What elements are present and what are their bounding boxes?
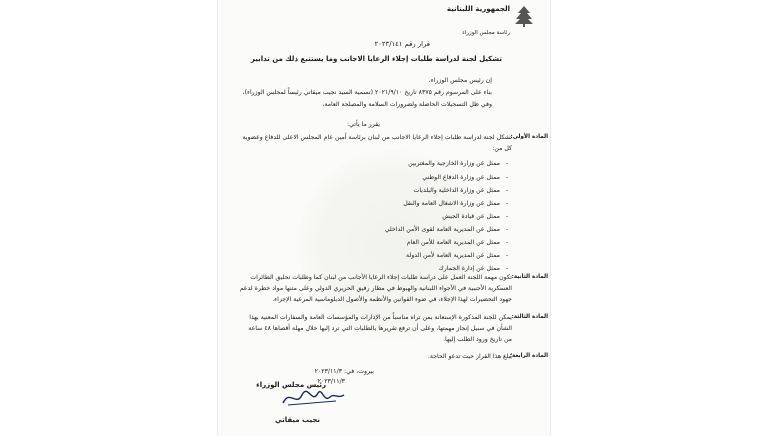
cedar-logo-icon bbox=[512, 4, 536, 28]
decision-number: قرار رقم ٢٠٢٣/١٤١ bbox=[374, 40, 430, 48]
handwritten-signature bbox=[278, 385, 348, 411]
bullet-dash: - bbox=[505, 187, 508, 194]
article2-line-1: تكون مهمة اللجنة العمل على دراسة طلبات إجلاء الرعايا الأجانب من لبنان كما وطلبات تحليق الطائرات bbox=[250, 274, 512, 281]
member-item: ممثل عن المديرية العامة للأمن العام bbox=[406, 239, 500, 246]
member-item: ممثل عن وزارة الخارجية والمغتربين bbox=[408, 160, 500, 167]
date-line-2: ٢٠٢٣/١١/٣ bbox=[317, 378, 345, 385]
article3-line-2: الشأن في سبيل إنجاز مهمتها، وعلى أن ترفع تقريرها بالطلبات التي ترد إليها خلال مهلة أقصاها ٤٨ ساعة bbox=[248, 325, 512, 332]
article3-label: المادة الثالثة: bbox=[511, 314, 548, 320]
member-item: ممثل عن وزارة الداخلية والبلديات bbox=[413, 187, 500, 194]
decides-heading: يقرر ما يأتي: bbox=[347, 121, 380, 128]
article4-text: يُبلغ هذا القرار حيث تدعو الحاجة. bbox=[427, 353, 512, 360]
article3-line-3: من تاريخ ورود الطلب إليها. bbox=[443, 336, 512, 343]
date-line: بيروت، في: ٢٠٢٣/١١/٣ bbox=[314, 368, 374, 375]
bullet-dash: - bbox=[505, 174, 508, 181]
bullet-dash: - bbox=[505, 239, 508, 246]
office-name: رئاسة مجلس الوزراء bbox=[462, 30, 510, 36]
member-item: ممثل عن المديرية العامة لأمن الدولة bbox=[406, 252, 500, 259]
decision-title: تشكيل لجنة لدراسة طلبات إجلاء الرعايا الاجانب وما يستتبع ذلك من تدابير bbox=[250, 55, 502, 63]
member-item: ممثل عن إدارة الجمارك bbox=[438, 265, 500, 272]
article1-line-1: تشكل لجنة لدراسة طلبات إجلاء الرعايا الاجانب من لبنان برئاسة أمين عام المجلس الاعلى للدفاع وعضوية bbox=[242, 134, 512, 141]
article3-line-1: يمكن للجنة المذكورة الإستعانة بمن تراه مناسباً من الإدارات والمؤسسات العامة والسفارات المعنية بهذا bbox=[249, 314, 512, 321]
article2-line-3: جهود التحضيرات لهذا الإجلاء، في ضوء القوانين والأنظمة والأصول الدبلوماسية المرعية الإجراء. bbox=[272, 296, 512, 303]
bullet-dash: - bbox=[505, 213, 508, 220]
preamble-line-1: إن رئيس مجلس الوزراء، bbox=[428, 77, 492, 84]
article1-label: المادة الأولى: bbox=[510, 134, 548, 140]
bullet-dash: - bbox=[505, 200, 508, 207]
bullet-dash: - bbox=[505, 226, 508, 233]
bullet-dash: - bbox=[505, 160, 508, 167]
member-item: ممثل عن المديرية العامة لقوى الأمن الداخلي bbox=[384, 226, 500, 233]
article1-line-2: كل من: bbox=[492, 145, 512, 152]
member-item: ممثل عن وزارة الاشغال العامة والنقل bbox=[403, 200, 500, 207]
article2-line-2: العسكرية الأجنبية في الأجواء اللبنانية والهبوط في مطار رفيق الحريري الدولي وعلى متنها مواد خطرة لدعم bbox=[239, 285, 512, 292]
article4-label: المادة الرابعة: bbox=[509, 353, 548, 359]
member-item: ممثل عن وزارة الدفاع الوطني bbox=[422, 174, 500, 181]
article2-label: المادة الثانية: bbox=[511, 274, 548, 280]
bullet-dash: - bbox=[505, 265, 508, 272]
preamble-line-2: بناء على المرسوم رقم ٨٣٧٥ تاريخ ٢٠٢١/٩/١٠ (تسمية السيد نجيب ميقاتي رئيساً لمجلس الوزراء)، bbox=[242, 89, 492, 96]
bullet-dash: - bbox=[505, 252, 508, 259]
member-item: ممثل عن قيادة الجيش bbox=[442, 213, 500, 220]
document-page bbox=[218, 0, 550, 436]
signatory-title: رئيس مجلس الوزراء bbox=[256, 381, 326, 389]
signatory-name: نجيب ميقاتي bbox=[275, 416, 320, 424]
preamble-line-3: وفي ظل التسجيلات الحاصلة ولضرورات السلامة والمصلحة العامة، bbox=[322, 101, 492, 108]
republic-logo-text: الجمهورية اللبنانية bbox=[446, 5, 510, 13]
